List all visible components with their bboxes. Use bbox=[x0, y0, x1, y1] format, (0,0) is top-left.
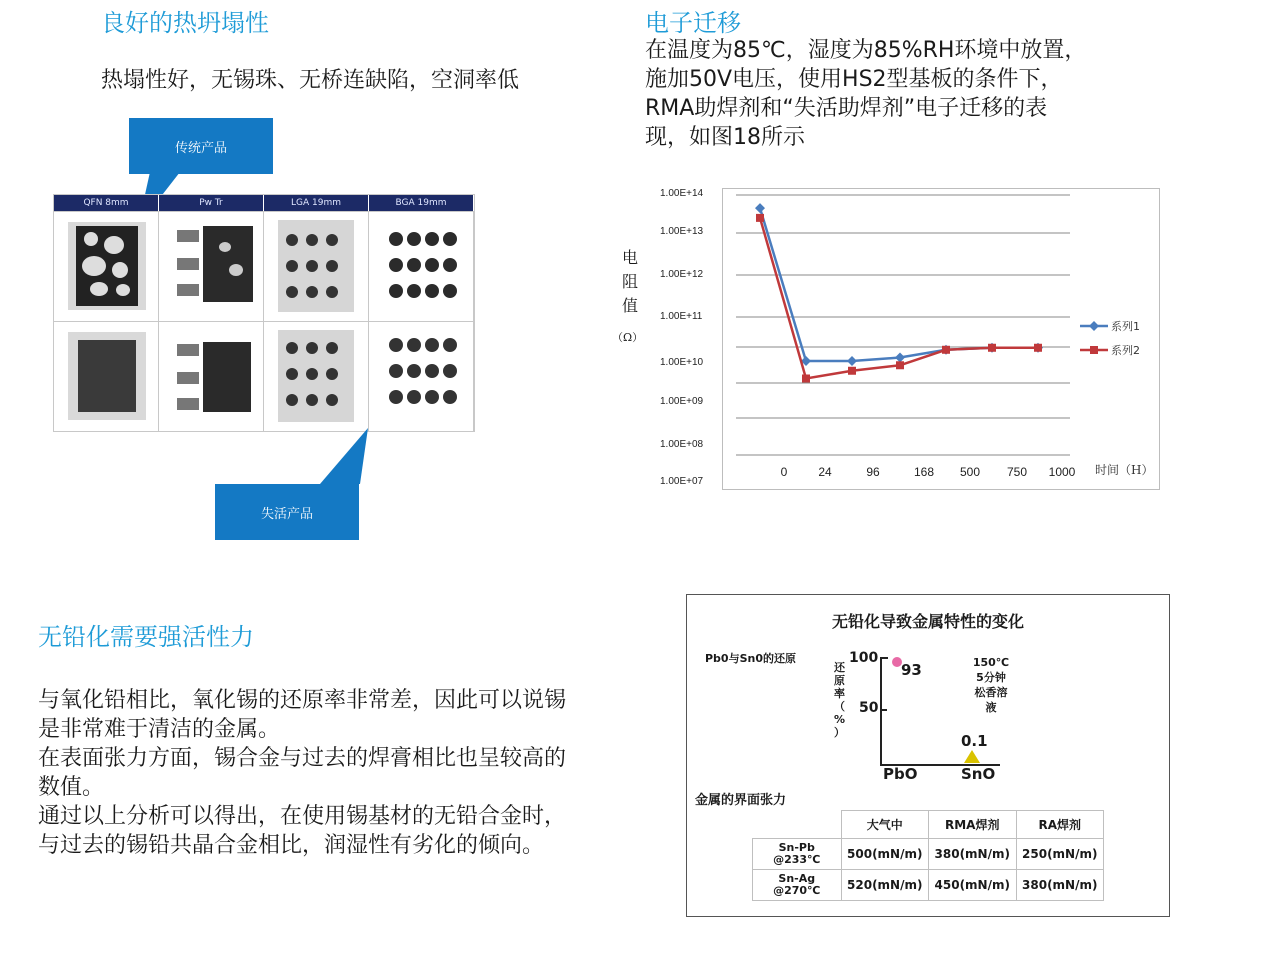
tension-corner bbox=[753, 811, 842, 839]
chart-ylabel-char: 阻 bbox=[621, 272, 638, 291]
chart-legend-label: 系列1 bbox=[1111, 320, 1140, 333]
chart-ylabel-unit: （Ω） bbox=[612, 331, 644, 344]
chart-point bbox=[1034, 344, 1042, 352]
snpb-temp: @233℃ bbox=[773, 853, 821, 866]
chart-ylabel-char: 电 bbox=[621, 248, 638, 267]
xray-table-header bbox=[54, 195, 474, 211]
reduction-conditions bbox=[971, 655, 1011, 715]
reduction-y-axis bbox=[880, 657, 882, 765]
snag-temp: @270℃ bbox=[773, 884, 821, 897]
reduction-tick-100 bbox=[882, 657, 888, 659]
lead-free-text bbox=[38, 686, 566, 860]
chart-y-tick-label: 1.00E+07 bbox=[660, 476, 704, 487]
chart-x-tick-label: 1000 bbox=[1048, 465, 1076, 479]
chart-y-tick-label: 1.00E+11 bbox=[660, 311, 703, 322]
callout-deactivated-product: 失活产品 bbox=[215, 484, 359, 540]
tension-row-snpb bbox=[753, 839, 1104, 870]
tension-row-label bbox=[753, 870, 842, 901]
lf-line-2: 是非常难于清洁的金属。 bbox=[38, 717, 281, 742]
xray-header-pwtr: Pw Tr bbox=[159, 195, 264, 211]
xray-comparison-table bbox=[53, 194, 475, 432]
chart-x-tick-label: 96 bbox=[866, 465, 880, 479]
xray-image-pwtr-deactivated bbox=[159, 322, 264, 431]
tension-cell: 380(mN/m) bbox=[1016, 870, 1104, 901]
em-line-3: RMA助焊剂和“失活助焊剂”电子迁移的表 bbox=[645, 96, 1048, 121]
metal-properties-panel bbox=[686, 594, 1170, 917]
condition-solution: 松香溶液 bbox=[974, 686, 1008, 714]
tension-header-air: 大气中 bbox=[841, 811, 929, 839]
xray-image-lga-deactivated bbox=[264, 322, 369, 431]
reduction-y100: 100 bbox=[849, 650, 879, 666]
condition-time: 5分钟 bbox=[976, 671, 1006, 684]
chart-x-tick-label: 500 bbox=[959, 465, 981, 479]
chart-y-tick-label: 1.00E+13 bbox=[660, 226, 704, 237]
chart-xlabel: 时间（H） bbox=[1095, 463, 1154, 477]
vertical-label-char: % bbox=[834, 713, 846, 726]
callout-traditional-product: 传统产品 bbox=[129, 118, 273, 174]
reduction-tick-50 bbox=[881, 709, 887, 711]
chart-point bbox=[988, 344, 996, 352]
metal-panel-title: 无铅化导致金属特性的变化 bbox=[831, 612, 1024, 631]
chart-y-tick-label: 1.00E+12 bbox=[660, 269, 704, 280]
xray-row-traditional bbox=[54, 211, 474, 321]
chart-ylabel-char: 值 bbox=[621, 296, 638, 315]
lf-line-4: 数值。 bbox=[38, 775, 105, 800]
chart-legend-marker bbox=[1089, 321, 1099, 331]
tension-cell: 250(mN/m) bbox=[1016, 839, 1104, 870]
tension-cell: 500(mN/m) bbox=[841, 839, 929, 870]
chart-point bbox=[756, 214, 764, 222]
chart-point bbox=[848, 367, 856, 375]
em-line-2: 施加50V电压，使用HS2型基板的条件下， bbox=[645, 67, 1063, 92]
chart-y-tick-label: 1.00E+08 bbox=[660, 439, 704, 450]
hot-slump-text: 热塌性好，无锡珠、无桥连缺陷，空洞率低 bbox=[101, 68, 520, 93]
tension-row-snag bbox=[753, 870, 1104, 901]
vertical-label-char: 还 bbox=[834, 661, 845, 674]
callout-bottom-pointer bbox=[300, 426, 380, 490]
electromigration-text bbox=[645, 36, 1086, 152]
tension-header-ra: RA焊剂 bbox=[1016, 811, 1104, 839]
xray-image-qfn-traditional bbox=[54, 212, 159, 321]
chart-ylabel bbox=[612, 246, 644, 350]
pbo-value: 93 bbox=[901, 661, 922, 679]
x-label-pbo: PbO bbox=[883, 765, 918, 783]
chart-y-tick-label: 1.00E+14 bbox=[660, 188, 704, 199]
em-line-1: 在温度为85℃，湿度为85%RH环境中放置， bbox=[645, 38, 1087, 63]
lf-line-1: 与氧化铅相比，氧化锡的还原率非常差，因此可以说锡 bbox=[38, 688, 567, 713]
sno-value: 0.1 bbox=[961, 732, 988, 750]
chart-y-tick-label: 1.00E+10 bbox=[660, 357, 704, 368]
chart-point bbox=[802, 374, 810, 382]
chart-x-tick-label: 750 bbox=[1006, 465, 1028, 479]
tension-cell: 380(mN/m) bbox=[929, 839, 1017, 870]
heading-electromigration: 电子迁移 bbox=[645, 9, 741, 37]
em-line-4: 现，如图18所示 bbox=[645, 125, 805, 150]
lf-line-5: 通过以上分析可以得出，在使用锡基材的无铅合金时， bbox=[38, 804, 567, 829]
tension-header-rma: RMA焊剂 bbox=[929, 811, 1017, 839]
chart-point bbox=[896, 361, 904, 369]
chart-x-tick-label: 0 bbox=[780, 465, 788, 479]
snpb-alloy: Sn-Pb bbox=[778, 841, 815, 854]
xray-image-bga-traditional bbox=[369, 212, 474, 321]
vertical-label-char: ） bbox=[834, 726, 845, 739]
xray-image-lga-traditional bbox=[264, 212, 369, 321]
heading-hot-slump: 良好的热坍塌性 bbox=[101, 9, 269, 37]
xray-image-qfn-deactivated bbox=[54, 322, 159, 431]
vertical-label-char: 原 bbox=[834, 674, 845, 687]
chart-y-tick-label: 1.00E+09 bbox=[660, 396, 704, 407]
xray-header-bga: BGA 19mm bbox=[369, 195, 474, 211]
reduction-axis-label-chars bbox=[834, 661, 848, 739]
xray-image-bga-deactivated bbox=[369, 322, 474, 431]
xray-image-pwtr-traditional bbox=[159, 212, 264, 321]
reduction-axis-label bbox=[834, 661, 848, 739]
chart-ylabel-chars bbox=[612, 246, 644, 350]
tension-cell: 520(mN/m) bbox=[841, 870, 929, 901]
chart-point bbox=[755, 203, 765, 213]
chart-x-tick-label: 24 bbox=[818, 465, 832, 479]
chart-point bbox=[895, 353, 905, 363]
vertical-label-char: （ bbox=[834, 700, 845, 713]
lf-line-3: 在表面张力方面，锡合金与过去的焊膏相比也呈较高的 bbox=[38, 746, 567, 771]
chart-x-tick-label: 168 bbox=[913, 465, 935, 479]
chart-legend-marker bbox=[1090, 346, 1098, 354]
chart-point bbox=[942, 346, 950, 354]
reduction-subtitle: Pb0与Sn0的还原 bbox=[705, 652, 796, 665]
sno-data-point bbox=[964, 750, 980, 764]
x-label-sno: SnO bbox=[961, 765, 996, 783]
tension-cell: 450(mN/m) bbox=[929, 870, 1017, 901]
snag-alloy: Sn-Ag bbox=[778, 872, 816, 885]
lf-line-6: 与过去的锡铅共晶合金相比，润湿性有劣化的倾向。 bbox=[38, 833, 545, 858]
resistance-chart bbox=[640, 180, 1180, 500]
xray-row-deactivated bbox=[54, 321, 474, 431]
reduction-y50: 50 bbox=[859, 700, 879, 716]
chart-series-line bbox=[760, 208, 1038, 361]
xray-header-qfn: QFN 8mm bbox=[54, 195, 159, 211]
xray-header-lga: LGA 19mm bbox=[264, 195, 369, 211]
chart-point bbox=[847, 356, 857, 366]
tension-title: 金属的界面张力 bbox=[695, 793, 787, 808]
condition-temperature: 150℃ bbox=[972, 656, 1010, 669]
vertical-label-char: 率 bbox=[834, 687, 845, 700]
tension-table bbox=[752, 810, 1104, 901]
heading-lead-free: 无铅化需要强活性力 bbox=[38, 623, 254, 651]
chart-legend-label: 系列2 bbox=[1111, 344, 1140, 357]
tension-row-label bbox=[753, 839, 842, 870]
tension-header-row bbox=[753, 811, 1104, 839]
